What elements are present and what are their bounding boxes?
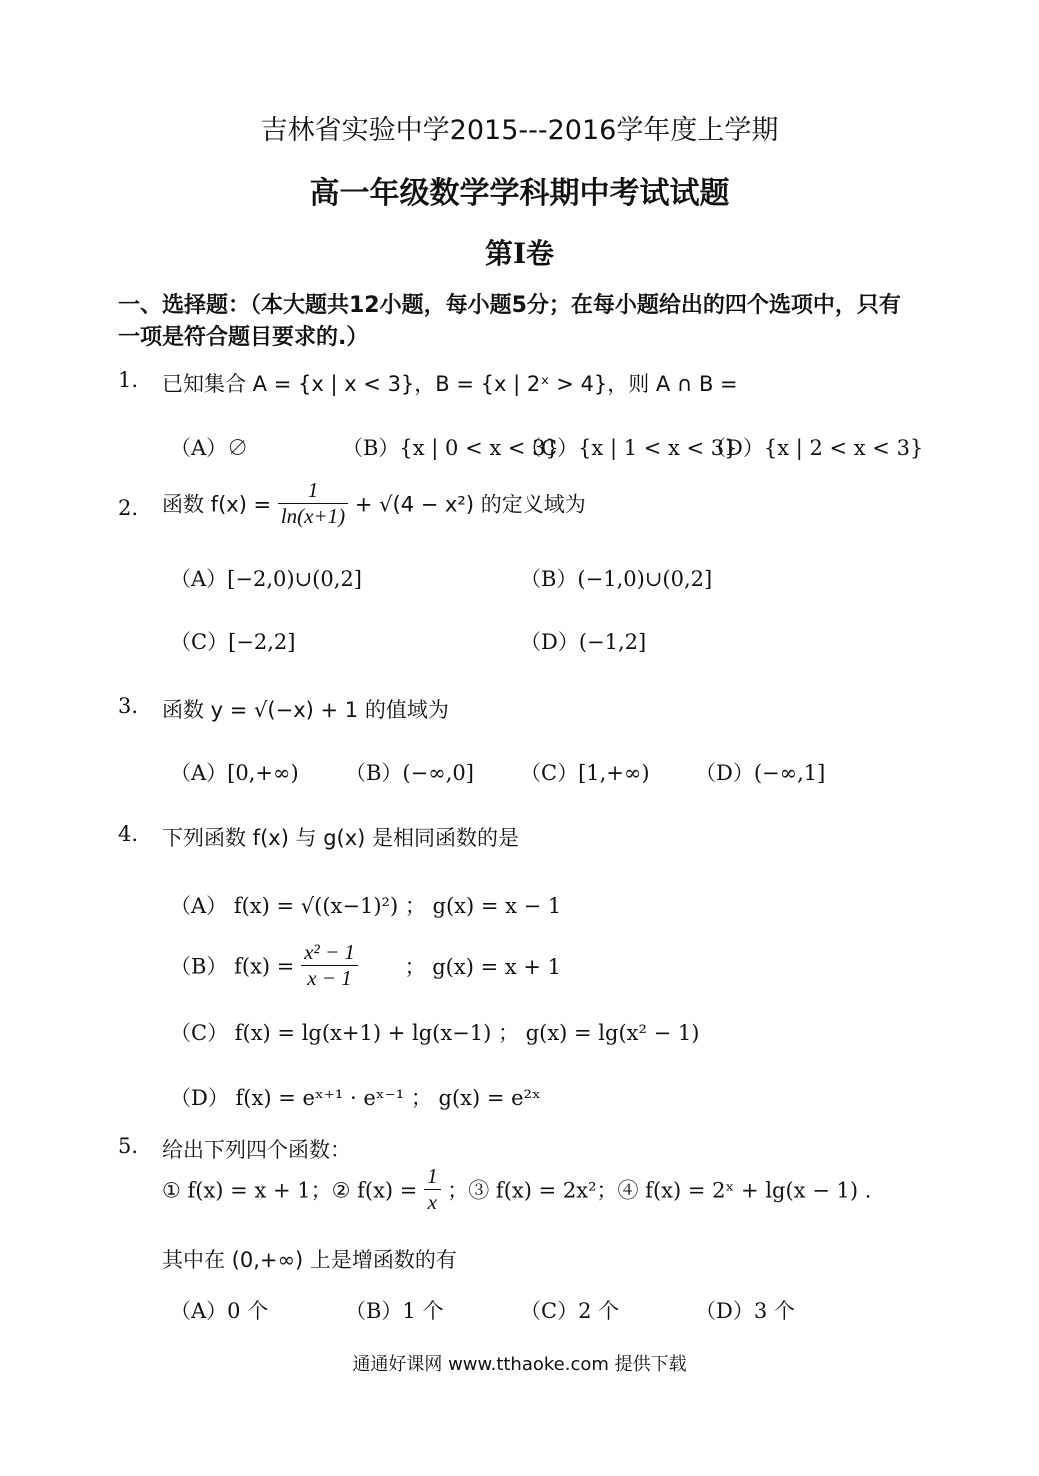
question-1-option-a: （A）∅ [170,436,249,460]
question-1-option-b: （B）{x | 0 < x < 3} [342,436,559,460]
question-2-fraction [278,478,348,529]
question-5-functions-part-b: ；③ f(x) = 2x²；④ f(x) = 2ˣ + lg(x − 1) . [447,1178,872,1203]
question-4-option-b-tail: ； g(x) = x + 1 [404,954,562,979]
question-2-stem [162,478,586,529]
question-2-option-d: （D）(−1,2] [520,630,647,654]
question-4-option-b-denominator: x − 1 [307,966,352,991]
footer-download-note: 通通好课网 www.tthaoke.com 提供下载 [352,1354,687,1375]
question-3-number: 3. [118,694,139,718]
question-5-fraction-numerator: 1 [424,1164,441,1190]
question-2-stem-prefix: 函数 f(x) = [162,492,272,517]
exam-title: 高一年级数学学科期中考试试题 [309,176,730,211]
question-5-option-d: （D）3 个 [695,1299,795,1323]
volume-title: 第I卷 [484,237,555,270]
question-3-option-a: （A）[0,+∞) [170,761,299,785]
section-heading-line1: 一、选择题：（本大题共12小题，每小题5分；在每小题给出的四个选项中，只有 [118,293,901,318]
question-5-functions [162,1164,871,1215]
question-4-option-a: （A） f(x) = √((x−1)²) ； g(x) = x − 1 [170,894,562,918]
question-4-number: 4. [118,822,139,846]
question-4-option-c: （C） f(x) = lg(x+1) + lg(x−1) ； g(x) = lg(x² − 1) [170,1021,700,1045]
question-4-option-b-prefix: （B） f(x) = [170,954,295,979]
question-5-option-a: （A）0 个 [170,1299,269,1323]
question-1-option-c: （C）{x | 1 < x < 3} [520,436,738,460]
question-2-option-b: （B）(−1,0)∪(0,2] [520,567,713,591]
question-5-number: 5. [118,1134,139,1158]
question-4-option-b-numerator: x² − 1 [301,940,358,966]
question-1-number: 1. [118,368,139,392]
question-5-fraction [424,1164,441,1215]
question-3-option-b: （B）(−∞,0] [345,761,474,785]
section-heading-line2: 一项是符合题目要求的.） [118,325,369,350]
question-5-condition: 其中在 (0,+∞) 上是增函数的有 [162,1248,457,1272]
question-3-option-d: （D）(−∞,1] [695,761,826,785]
question-5-functions-part-a: ① f(x) = x + 1；② f(x) = [162,1178,418,1203]
question-2-number: 2. [118,496,139,520]
question-5-fraction-denominator: x [427,1190,437,1215]
question-2-option-c: （C）[−2,2] [170,630,296,654]
question-3-stem: 函数 y = √(−x) + 1 的值域为 [162,698,449,722]
school-line: 吉林省实验中学2015---2016学年度上学期 [260,115,779,146]
question-4-option-b-fraction [301,940,358,991]
question-5-option-c: （C）2 个 [520,1299,620,1323]
question-4-option-b [170,940,561,991]
question-5-option-b: （B）1 个 [345,1299,444,1323]
question-1-option-d: （D）{x | 2 < x < 3} [705,436,924,460]
question-2-option-a: （A）[−2,0)∪(0,2] [170,567,362,591]
question-1-stem: 已知集合 A = {x | x < 3}，B = {x | 2ˣ > 4}，则 A ∩ B = [162,372,738,396]
question-2-fraction-numerator: 1 [278,478,348,504]
question-2-stem-suffix: + √(4 − x²) 的定义域为 [354,492,586,517]
question-3-option-c: （C）[1,+∞) [520,761,650,785]
question-4-stem: 下列函数 f(x) 与 g(x) 是相同函数的是 [162,826,520,850]
question-4-option-d: （D） f(x) = eˣ⁺¹ · eˣ⁻¹ ； g(x) = e²ˣ [170,1086,541,1110]
question-5-stem: 给出下列四个函数： [162,1138,351,1162]
question-2-fraction-denominator: ln(x+1) [280,504,346,529]
